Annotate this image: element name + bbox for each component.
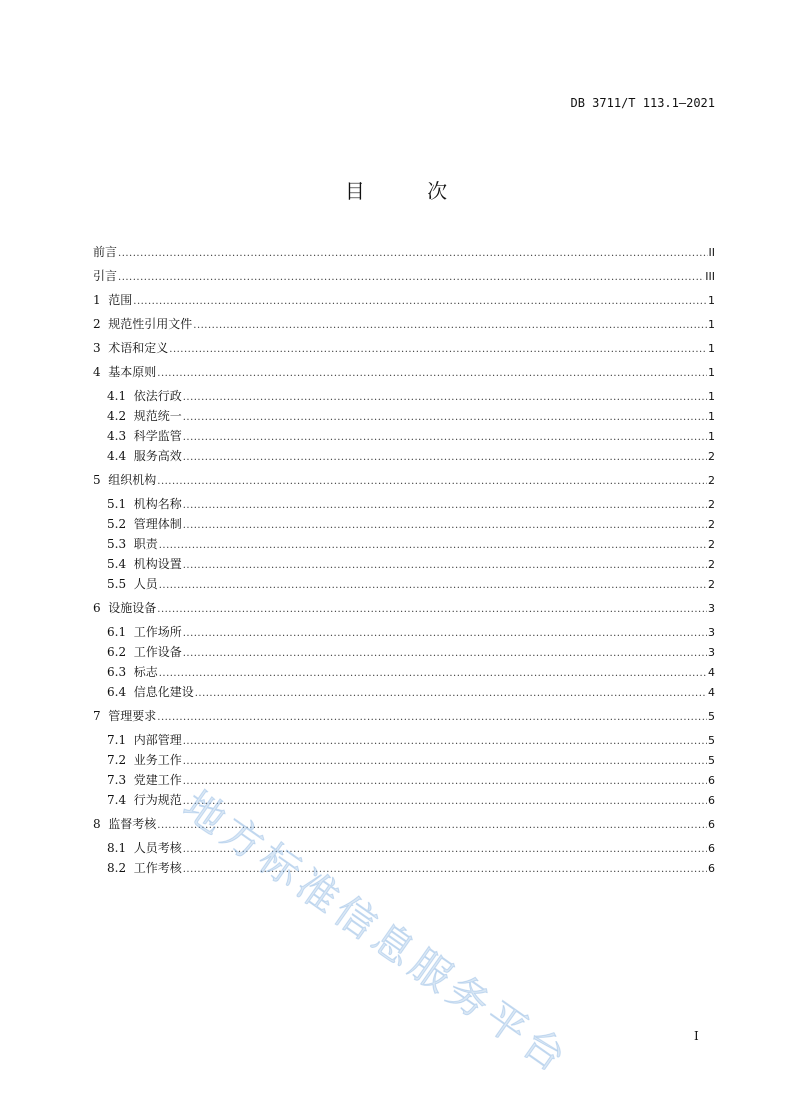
toc-entry[interactable] (93, 575, 715, 593)
toc-entry-page: 2 (708, 518, 715, 531)
toc-leader-dots (159, 537, 707, 555)
toc-entry-page: 4 (708, 686, 715, 699)
toc-leader-dots (118, 269, 704, 287)
toc-entry[interactable] (93, 791, 715, 809)
toc-entry-page: 1 (708, 366, 715, 379)
toc-leader-dots (183, 793, 707, 811)
toc-entry-page: III (705, 270, 715, 283)
toc-leader-dots (183, 389, 707, 407)
toc-entry-label: 7 管理要求 (93, 709, 157, 723)
toc-entry[interactable] (93, 339, 715, 357)
toc-entry-page: 6 (708, 774, 715, 787)
toc-leader-dots (157, 365, 707, 383)
toc-entry-label: 7.1 内部管理 (107, 733, 182, 747)
toc-entry[interactable] (93, 363, 715, 381)
toc-entry[interactable] (93, 643, 715, 661)
toc-entry-label: 4.1 依法行政 (107, 389, 182, 403)
toc-leader-dots (183, 409, 707, 427)
toc-entry-page: 1 (708, 390, 715, 403)
page-number: I (694, 1029, 699, 1043)
toc-leader-dots (183, 861, 707, 879)
toc-entry[interactable] (93, 243, 715, 261)
toc-entry-label: 引言 (93, 269, 118, 283)
toc-entry-page: 6 (708, 818, 715, 831)
toc-leader-dots (195, 685, 707, 703)
toc-leader-dots (183, 517, 707, 535)
toc-entry-page: 2 (708, 498, 715, 511)
toc-entry-label: 1 范围 (93, 293, 133, 307)
toc-entry[interactable] (93, 663, 715, 681)
toc-entry[interactable] (93, 751, 715, 769)
toc-entry-label: 3 术语和定义 (93, 341, 169, 355)
toc-entry-label: 5 组织机构 (93, 473, 157, 487)
toc-entry-page: 1 (708, 410, 715, 423)
toc-entry[interactable] (93, 859, 715, 877)
toc-entry-page: 6 (708, 842, 715, 855)
toc-leader-dots (159, 577, 707, 595)
toc-entry-label: 7.2 业务工作 (107, 753, 182, 767)
toc-leader-dots (183, 625, 707, 643)
toc-entry-page: 1 (708, 342, 715, 355)
toc-entry[interactable] (93, 515, 715, 533)
toc-entry-label: 6.3 标志 (107, 665, 158, 679)
page-title: 目 次 (344, 179, 476, 203)
toc-entry-page: 2 (708, 474, 715, 487)
toc-entry[interactable] (93, 471, 715, 489)
watermark: 地方标准信息服务平台 (174, 782, 578, 1085)
toc-entry[interactable] (93, 495, 715, 513)
toc-entry-label: 4.4 服务高效 (107, 449, 182, 463)
toc-entry[interactable] (93, 623, 715, 641)
toc-entry-label: 6.1 工作场所 (107, 625, 182, 639)
toc-entry-page: 1 (708, 430, 715, 443)
toc-leader-dots (183, 753, 707, 771)
toc-leader-dots (157, 473, 707, 491)
toc-leader-dots (157, 817, 707, 835)
toc-leader-dots (157, 709, 707, 727)
document-code: DB 3711/T 113.1—2021 (570, 96, 715, 110)
toc-entry-page: 5 (708, 734, 715, 747)
toc-entry-label: 5.1 机构名称 (107, 497, 182, 511)
toc-leader-dots (183, 733, 707, 751)
toc-entry[interactable] (93, 315, 715, 333)
toc-entry-label: 5.3 职责 (107, 537, 158, 551)
toc-entry-page: 3 (708, 626, 715, 639)
toc-entry[interactable] (93, 427, 715, 445)
toc-entry-label: 4.2 规范统一 (107, 409, 182, 423)
toc-entry-page: 3 (708, 646, 715, 659)
toc-entry-label: 6 设施设备 (93, 601, 157, 615)
toc-leader-dots (183, 497, 707, 515)
toc-entry-page: 5 (708, 754, 715, 767)
toc-leader-dots (169, 341, 707, 359)
toc-entry[interactable] (93, 267, 715, 285)
toc-entry-label: 4.3 科学监管 (107, 429, 182, 443)
toc-entry[interactable] (93, 535, 715, 553)
toc-leader-dots (159, 665, 707, 683)
toc-leader-dots (118, 245, 707, 263)
toc-entry-page: 2 (708, 578, 715, 591)
toc-leader-dots (183, 429, 707, 447)
toc-entry[interactable] (93, 555, 715, 573)
toc-entry-page: 6 (708, 794, 715, 807)
toc-entry-label: 7.3 党建工作 (107, 773, 182, 787)
toc-entry-page: 3 (708, 602, 715, 615)
toc-entry-label: 6.4 信息化建设 (107, 685, 194, 699)
toc-entry[interactable] (93, 599, 715, 617)
toc-entry-page: II (708, 246, 715, 259)
toc-leader-dots (183, 773, 707, 791)
toc-leader-dots (133, 293, 707, 311)
toc-leader-dots (157, 601, 707, 619)
toc-entry[interactable] (93, 683, 715, 701)
toc-entry-page: 5 (708, 710, 715, 723)
toc-entry[interactable] (93, 839, 715, 857)
toc-entry-label: 5.4 机构设置 (107, 557, 182, 571)
toc-entry-page: 4 (708, 666, 715, 679)
toc-entry[interactable] (93, 447, 715, 465)
toc-entry[interactable] (93, 387, 715, 405)
toc-entry-label: 4 基本原则 (93, 365, 157, 379)
toc-entry-label: 8.2 工作考核 (107, 861, 182, 875)
toc-entry-label: 6.2 工作设备 (107, 645, 182, 659)
toc-entry-page: 1 (708, 294, 715, 307)
toc-entry-page: 6 (708, 862, 715, 875)
toc-entry-page: 2 (708, 450, 715, 463)
toc-entry-label: 2 规范性引用文件 (93, 317, 193, 331)
toc-entry[interactable] (93, 771, 715, 789)
toc-entry-label: 5.2 管理体制 (107, 517, 182, 531)
toc-entry-label: 5.5 人员 (107, 577, 158, 591)
toc-leader-dots (183, 449, 707, 467)
toc-leader-dots (183, 645, 707, 663)
toc-entry-label: 8 监督考核 (93, 817, 157, 831)
toc-entry-label: 前言 (93, 245, 118, 259)
toc-leader-dots (183, 557, 707, 575)
toc-entry[interactable] (93, 815, 715, 833)
toc-entry-page: 2 (708, 558, 715, 571)
toc-entry-label: 7.4 行为规范 (107, 793, 182, 807)
toc-entry-label: 8.1 人员考核 (107, 841, 182, 855)
toc-entry[interactable] (93, 291, 715, 309)
toc-entry[interactable] (93, 407, 715, 425)
toc-entry[interactable] (93, 707, 715, 725)
toc-leader-dots (183, 841, 707, 859)
toc-entry-page: 2 (708, 538, 715, 551)
toc-entry-page: 1 (708, 318, 715, 331)
toc-leader-dots (193, 317, 707, 335)
toc-entry[interactable] (93, 731, 715, 749)
